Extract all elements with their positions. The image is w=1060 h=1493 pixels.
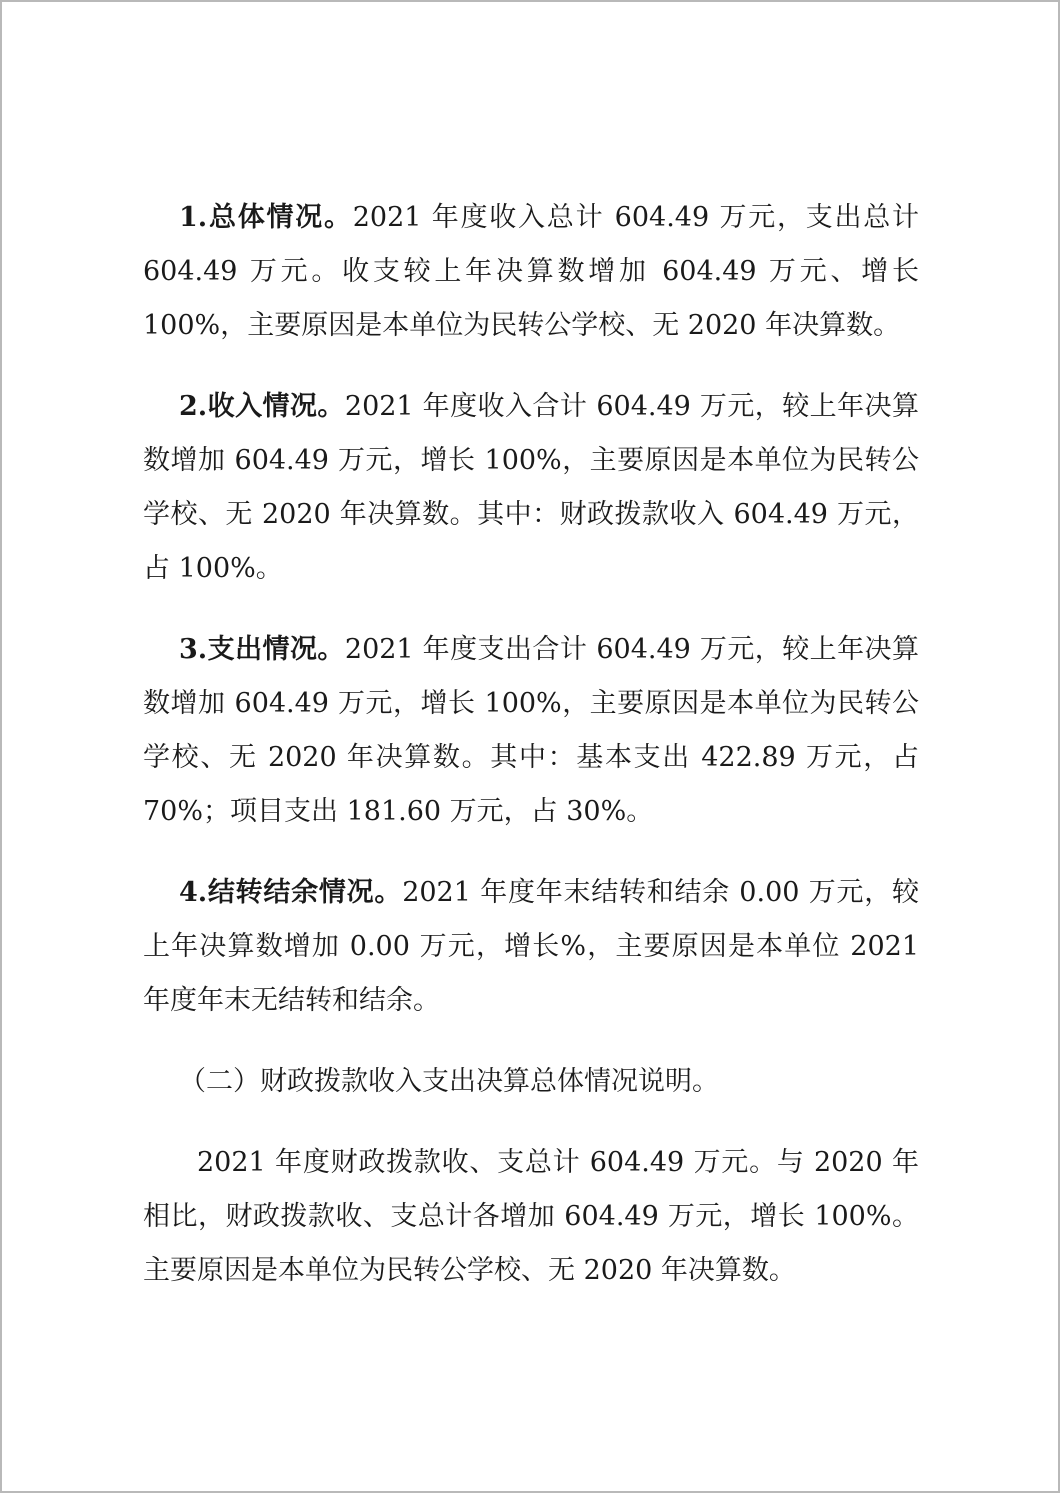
paragraph-carryover-text: 2021 年度年末结转和结余 0.00 万元，较上年决算数增加 0.00 万元，增长%，主要原因是本单位 2021 年度年末无结转和结余。 [143,877,920,1016]
paragraph-income [143,380,919,596]
paragraph-expenditure-text: 2021 年度支出合计 604.49 万元，较上年决算数增加 604.49 万元，增长 100%，主要原因是本单位为民转公学校、无 2020 年决算数。其中：基本支出 422.89 万元，占 70%；项目支出 181.60 万元，占 30%。 [143,634,920,827]
paragraph-income-heading: 2.收入情况。 [179,391,345,422]
paragraph-expenditure-heading: 3.支出情况。 [179,634,345,665]
section-heading: （二）财政拨款收入支出决算总体情况说明。 [179,1066,719,1097]
paragraph-income-text: 2021 年度收入合计 604.49 万元，较上年决算数增加 604.49 万元，增长 100%，主要原因是本单位为民转公学校、无 2020 年决算数。其中：财政拨款收入 604.49 万元，占 100%。 [143,391,920,584]
document-body [143,191,919,1325]
paragraph-summary: 2021 年度财政拨款收、支总计 604.49 万元。与 2020 年相比，财政拨款收、支总计各增加 604.49 万元，增长 100%。主要原因是本单位为民转公学校、无 2020 年决算数。 [143,1147,919,1286]
paragraph-overall-text: 2021 年度收入总计 604.49 万元，支出总计 604.49 万元。收支较上年决算数增加 604.49 万元、增长 100%，主要原因是本单位为民转公学校、无 2020 年决算数。 [143,202,920,341]
paragraph-overall [143,191,919,353]
paragraph-carryover [143,866,919,1028]
paragraph-expenditure [143,623,919,839]
paragraph-carryover-heading: 4.结转结余情况。 [179,877,403,908]
paragraph-overall-heading: 1.总体情况。 [179,202,353,233]
